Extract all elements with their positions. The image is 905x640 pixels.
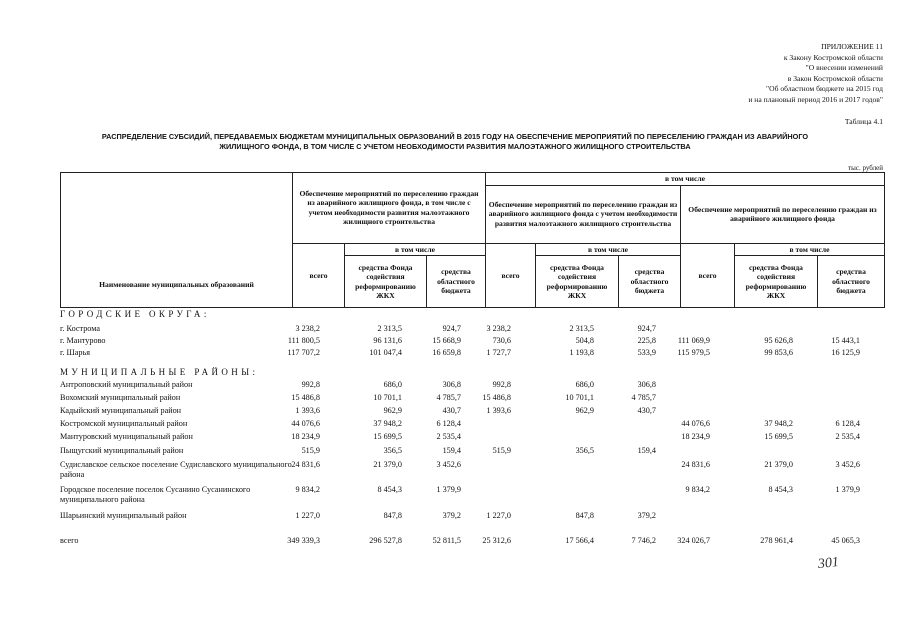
row-name: всего — [60, 536, 79, 545]
row-value: 1 379,9 — [436, 485, 461, 494]
col-header-group-emergency: Обеспечение мероприятий по переселению граждан из аварийного жилищного фонда — [681, 185, 885, 243]
row-name: Пыщугский муниципальный район — [60, 446, 184, 455]
row-value: 2 313,5 — [569, 324, 594, 333]
row-value: 8 454,3 — [377, 485, 402, 494]
row-value: 6 128,4 — [436, 419, 461, 428]
row-value: 1 393,6 — [295, 406, 320, 415]
row-value: 21 379,0 — [764, 460, 793, 469]
row-value: 17 566,4 — [565, 536, 594, 545]
col-header-name: Наименование муниципальных образований — [61, 173, 293, 308]
table-number: Таблица 4.1 — [844, 117, 883, 126]
col-header-total: всего — [293, 243, 345, 308]
row-value: 44 076,6 — [291, 419, 320, 428]
table-row — [60, 348, 884, 360]
appendix-line: "Об областном бюджете на 2015 год — [766, 84, 883, 94]
row-value: 504,8 — [575, 336, 594, 345]
row-value: 6 128,4 — [835, 419, 860, 428]
row-value: 962,9 — [575, 406, 594, 415]
row-value: 15 699,5 — [373, 432, 402, 441]
row-name: Антроповский муниципальный район — [60, 380, 193, 389]
appendix-line: и на плановый период 2016 и 2017 годов" — [748, 94, 883, 104]
row-value: 924,7 — [637, 324, 656, 333]
col-header-sub-in-that: в том числе — [345, 243, 486, 256]
row-value: 1 727,7 — [486, 348, 511, 357]
row-value: 1 379,9 — [835, 485, 860, 494]
row-value: 992,8 — [301, 380, 320, 389]
row-value: 7 746,2 — [631, 536, 656, 545]
row-name: Вохомский муниципальный район — [60, 393, 181, 402]
table-row — [60, 432, 884, 444]
row-value: 45 065,3 — [831, 536, 860, 545]
row-value: 1 227,0 — [486, 511, 511, 520]
title-line: ЖИЛИЩНОГО ФОНДА, В ТОМ ЧИСЛЕ С УЧЕТОМ НЕОБХОДИМОСТИ РАЗВИТИЯ МАЛОЭТАЖНОГО ЖИЛИЩНОГО СТРОИТЕЛЬСТВА — [219, 142, 691, 151]
table-row — [60, 419, 884, 431]
row-name: г. Мантурово — [60, 336, 106, 345]
row-name: Городское поселение поселок Сусанино Сусанинского муниципального района — [60, 485, 251, 504]
row-value: 16 125,9 — [831, 348, 860, 357]
row-value: 924,7 — [442, 324, 461, 333]
col-header-fund: средства Фонда содействия реформированию ЖКХ — [735, 256, 818, 308]
row-value: 3 238,2 — [486, 324, 511, 333]
row-value: 18 234,9 — [681, 432, 710, 441]
row-value: 8 454,3 — [768, 485, 793, 494]
row-value: 430,7 — [442, 406, 461, 415]
row-value: 96 131,6 — [373, 336, 402, 345]
row-value: 379,2 — [442, 511, 461, 520]
section-urban: ГОРОДСКИЕ ОКРУГА: — [60, 309, 210, 319]
col-header-in-that: в том числе — [486, 173, 885, 186]
row-value: 44 076,6 — [681, 419, 710, 428]
row-value: 379,2 — [637, 511, 656, 520]
row-value: 296 527,8 — [369, 536, 402, 545]
row-value: 16 659,8 — [432, 348, 461, 357]
section-municipal: МУНИЦИПАЛЬНЫЕ РАЙОНЫ: — [60, 367, 259, 377]
row-value: 306,8 — [637, 380, 656, 389]
row-value: 24 831,6 — [291, 460, 320, 469]
table-row — [60, 485, 884, 504]
row-value: 159,4 — [442, 446, 461, 455]
row-name: Кадыйский муниципальный район — [60, 406, 182, 415]
row-value: 3 452,6 — [436, 460, 461, 469]
table-row — [60, 324, 884, 336]
row-value: 356,5 — [575, 446, 594, 455]
row-value: 15 486,8 — [482, 393, 511, 402]
table-row — [60, 406, 884, 418]
document-title — [40, 132, 870, 152]
row-value: 2 313,5 — [377, 324, 402, 333]
row-value: 306,8 — [442, 380, 461, 389]
row-value: 52 811,5 — [432, 536, 461, 545]
row-value: 10 701,1 — [373, 393, 402, 402]
row-value: 686,0 — [575, 380, 594, 389]
table-row — [60, 460, 884, 479]
col-header-group-lowrise: Обеспечение мероприятий по переселению граждан из аварийного жилищного фонда с учетом необходимости развития малоэтажного жилищного строительства — [486, 185, 681, 243]
col-header-regional: средства областного бюджета — [818, 256, 885, 308]
row-value: 37 948,2 — [373, 419, 402, 428]
row-value: 515,9 — [492, 446, 511, 455]
row-value: 15 699,5 — [764, 432, 793, 441]
col-header-sub-in-that: в том числе — [536, 243, 681, 256]
row-value: 4 785,7 — [631, 393, 656, 402]
row-value: 4 785,7 — [436, 393, 461, 402]
unit-label: тыс. рублей — [848, 164, 883, 172]
table-row — [60, 511, 884, 523]
row-value: 2 535,4 — [436, 432, 461, 441]
row-value: 9 834,2 — [295, 485, 320, 494]
col-header-regional: средства областного бюджета — [427, 256, 486, 308]
row-value: 101 047,4 — [369, 348, 402, 357]
row-value: 37 948,2 — [764, 419, 793, 428]
row-value: 847,8 — [575, 511, 594, 520]
table-row — [60, 536, 884, 548]
row-value: 111 800,5 — [287, 336, 320, 345]
row-value: 159,4 — [637, 446, 656, 455]
row-value: 730,6 — [492, 336, 511, 345]
table-row — [60, 393, 884, 405]
row-name: Мантуровский муниципальный район — [60, 432, 193, 441]
row-value: 686,0 — [383, 380, 402, 389]
row-value: 430,7 — [637, 406, 656, 415]
row-value: 99 853,6 — [764, 348, 793, 357]
row-value: 15 443,1 — [831, 336, 860, 345]
col-header-regional: средства областного бюджета — [619, 256, 681, 308]
row-value: 533,9 — [637, 348, 656, 357]
row-value: 115 979,5 — [677, 348, 710, 357]
row-value: 225,8 — [637, 336, 656, 345]
col-header-fund: средства Фонда содействия реформированию ЖКХ — [536, 256, 619, 308]
appendix-line: в Закон Костромской области — [787, 73, 883, 83]
row-value: 1 193,8 — [569, 348, 594, 357]
title-line: РАСПРЕДЕЛЕНИЕ СУБСИДИЙ, ПЕРЕДАВАЕМЫХ БЮДЖЕТАМ МУНИЦИПАЛЬНЫХ ОБРАЗОВАНИЙ В 2015 ГОДУ НА ОБЕСПЕЧЕНИЕ МЕРОПРИЯТИЙ ПО ПЕРЕСЕЛЕНИЮ ГРАЖДАН ИЗ АВАРИЙНОГО — [101, 132, 809, 141]
row-value: 324 026,7 — [677, 536, 710, 545]
col-header-total: всего — [681, 243, 735, 308]
row-value: 25 312,6 — [482, 536, 511, 545]
col-header-sub-in-that: в том числе — [735, 243, 885, 256]
row-value: 9 834,2 — [685, 485, 710, 494]
row-value: 3 238,2 — [295, 324, 320, 333]
col-header-group-total: Обеспечение мероприятий по переселению граждан из аварийного жилищного фонда, в том числе с учетом необходимости развития малоэтажного жилищного строительства — [293, 173, 486, 244]
appendix-block — [748, 42, 883, 106]
row-value: 349 339,3 — [287, 536, 320, 545]
header-table — [60, 172, 885, 308]
row-value: 992,8 — [492, 380, 511, 389]
row-value: 278 961,4 — [760, 536, 793, 545]
appendix-line: "О внесении изменений — [805, 63, 883, 73]
row-value: 1 227,0 — [295, 511, 320, 520]
row-value: 95 626,8 — [764, 336, 793, 345]
row-name: г. Кострома — [60, 324, 100, 333]
col-header-total: всего — [486, 243, 536, 308]
appendix-line: к Закону Костромской области — [783, 52, 883, 62]
row-name: Шарьинский муниципальный район — [60, 511, 187, 520]
row-value: 515,9 — [301, 446, 320, 455]
table-row — [60, 446, 884, 458]
row-value: 3 452,6 — [835, 460, 860, 469]
row-value: 24 831,6 — [681, 460, 710, 469]
table-row — [60, 380, 884, 392]
row-value: 962,9 — [383, 406, 402, 415]
row-name: г. Шарья — [60, 348, 91, 357]
row-value: 117 707,2 — [287, 348, 320, 357]
row-value: 2 535,4 — [835, 432, 860, 441]
row-value: 15 668,9 — [432, 336, 461, 345]
page-mark: 301 — [817, 554, 840, 573]
table-row — [60, 336, 884, 348]
row-value: 15 486,8 — [291, 393, 320, 402]
row-name: Судиславское сельское поселение Судиславского муниципального района — [60, 460, 292, 479]
row-value: 111 069,9 — [677, 336, 710, 345]
col-header-fund: средства Фонда содействия реформированию ЖКХ — [345, 256, 427, 308]
row-value: 18 234,9 — [291, 432, 320, 441]
appendix-line: ПРИЛОЖЕНИЕ 11 — [821, 42, 883, 51]
row-value: 1 393,6 — [486, 406, 511, 415]
row-value: 847,8 — [383, 511, 402, 520]
row-name: Костромской муниципальный район — [60, 419, 188, 428]
row-value: 10 701,1 — [565, 393, 594, 402]
row-value: 21 379,0 — [373, 460, 402, 469]
row-value: 356,5 — [383, 446, 402, 455]
